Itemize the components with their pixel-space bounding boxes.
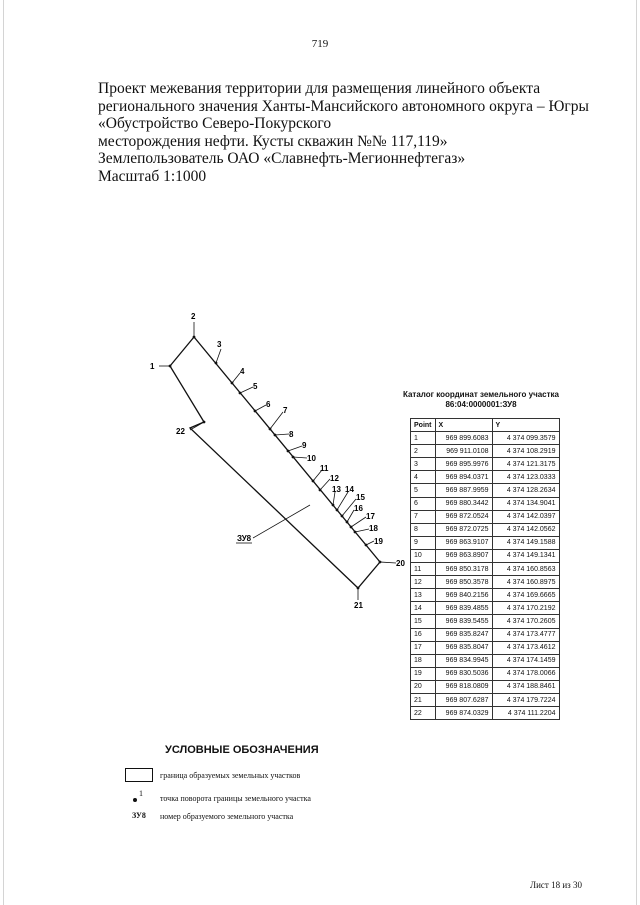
y-cell: 4 374 160.8563 (492, 563, 559, 576)
y-cell: 4 374 170.2192 (492, 602, 559, 615)
point-leaders (159, 322, 396, 600)
y-cell: 4 374 142.0397 (492, 510, 559, 523)
table-row (411, 589, 560, 602)
coordinates-body (411, 432, 560, 720)
y-cell: 4 374 170.2605 (492, 615, 559, 628)
x-cell: 969 880.3442 (435, 497, 492, 510)
y-cell: 4 374 178.0066 (492, 667, 559, 680)
x-cell: 969 863.8907 (435, 549, 492, 562)
table-row (411, 707, 560, 720)
point-cell: 1 (411, 432, 436, 445)
table-row (411, 615, 560, 628)
legend-title: УСЛОВНЫЕ ОБОЗНАЧЕНИЯ (165, 744, 319, 756)
table-header-row (411, 419, 560, 432)
point-cell: 14 (411, 602, 436, 615)
table-row (411, 549, 560, 562)
turn-point-marker (133, 798, 137, 802)
x-cell: 969 850.3178 (435, 563, 492, 576)
legend-turn-point-text: точка поворота границы земельного участка (160, 794, 311, 803)
point-label: 15 (356, 493, 365, 502)
point-cell: 4 (411, 471, 436, 484)
point-cell: 18 (411, 654, 436, 667)
point-label: 6 (266, 400, 271, 409)
point-cell: 13 (411, 589, 436, 602)
point-label: 22 (176, 427, 185, 436)
page-number: 719 (311, 38, 329, 50)
y-cell: 4 374 128.2634 (492, 484, 559, 497)
y-cell: 4 374 121.3175 (492, 458, 559, 471)
point-cell: 16 (411, 628, 436, 641)
point-cell: 19 (411, 667, 436, 680)
x-cell: 969 874.0329 (435, 707, 492, 720)
table-row (411, 576, 560, 589)
x-cell: 969 911.0108 (435, 445, 492, 458)
point-label: 17 (366, 512, 375, 521)
point-cell: 12 (411, 576, 436, 589)
point-label: 1 (150, 362, 155, 371)
table-row (411, 484, 560, 497)
table-row (411, 602, 560, 615)
table-row (411, 523, 560, 536)
column-header-y: Y (492, 419, 559, 432)
point-label: 4 (240, 367, 245, 376)
point-label: 19 (374, 537, 383, 546)
title-line: Проект межевания территории для размещения линейного объекта (98, 80, 541, 97)
point-label: 21 (354, 601, 363, 610)
point-cell: 15 (411, 615, 436, 628)
vertex-dots (169, 336, 382, 590)
x-cell: 969 839.4855 (435, 602, 492, 615)
y-cell: 4 374 149.1588 (492, 536, 559, 549)
table-row (411, 536, 560, 549)
table-row (411, 654, 560, 667)
point-label: 10 (307, 454, 316, 463)
x-cell: 969 835.8247 (435, 628, 492, 641)
legend-parcel-number-text: номер образуемого земельного участка (160, 812, 294, 821)
point-label: 8 (289, 430, 294, 439)
y-cell: 4 374 123.0333 (492, 471, 559, 484)
table-row (411, 628, 560, 641)
y-cell: 4 374 179.7224 (492, 693, 559, 706)
point-cell: 20 (411, 680, 436, 693)
title-line: регионального значения Ханты-Мансийского автономного округа – Югры (98, 97, 589, 115)
point-cell: 11 (411, 563, 436, 576)
y-cell: 4 374 173.4612 (492, 641, 559, 654)
x-cell: 969 830.5036 (435, 667, 492, 680)
point-label: 11 (320, 464, 329, 473)
y-cell: 4 374 111.2204 (492, 707, 559, 720)
table-row (411, 432, 560, 445)
y-cell: 4 374 169.6665 (492, 589, 559, 602)
coordinates-table (410, 418, 560, 720)
point-label: 20 (396, 559, 405, 568)
x-cell: 969 850.3578 (435, 576, 492, 589)
table-row (411, 563, 560, 576)
turn-point-number: 1 (139, 789, 143, 798)
x-cell: 969 863.9107 (435, 536, 492, 549)
point-label: 7 (283, 406, 288, 415)
title-line: месторождения нефти. Кусты скважин №№ 117,119» (98, 132, 448, 150)
title-line: Масштаб 1:1000 (98, 167, 207, 185)
x-cell: 969 834.9945 (435, 654, 492, 667)
x-cell: 969 807.6287 (435, 693, 492, 706)
x-cell: 969 872.0524 (435, 510, 492, 523)
point-cell: 22 (411, 707, 436, 720)
point-cell: 17 (411, 641, 436, 654)
legend-boundary-text: граница образуемых земельных участков (160, 771, 301, 780)
y-cell: 4 374 173.4777 (492, 628, 559, 641)
y-cell: 4 374 099.3579 (492, 432, 559, 445)
x-cell: 969 895.9976 (435, 458, 492, 471)
catalog-title (396, 390, 566, 410)
sheet-number: Лист 18 из 30 (530, 880, 582, 890)
x-cell: 969 839.5455 (435, 615, 492, 628)
table-row (411, 693, 560, 706)
y-cell: 4 374 108.2919 (492, 445, 559, 458)
parcel-boundary (170, 337, 380, 588)
table-row (411, 667, 560, 680)
y-cell: 4 374 174.1459 (492, 654, 559, 667)
x-cell: 969 840.2156 (435, 589, 492, 602)
x-cell: 969 899.6083 (435, 432, 492, 445)
x-cell: 969 894.0371 (435, 471, 492, 484)
table-row (411, 458, 560, 471)
point-label: 5 (253, 382, 258, 391)
parcel-leader (253, 505, 310, 538)
table-row (411, 510, 560, 523)
point-label: 12 (330, 474, 339, 483)
point-label: 14 (345, 485, 354, 494)
table-row (411, 680, 560, 693)
x-cell: 969 887.9959 (435, 484, 492, 497)
point-label: 9 (302, 441, 307, 450)
table-row (411, 641, 560, 654)
point-label: 3 (217, 340, 222, 349)
table-row (411, 497, 560, 510)
point-cell: 7 (411, 510, 436, 523)
point-cell: 9 (411, 536, 436, 549)
y-cell: 4 374 142.0562 (492, 523, 559, 536)
parcel-label: ЗУ8 (237, 534, 252, 543)
point-label: 18 (369, 524, 378, 533)
point-cell: 6 (411, 497, 436, 510)
catalog-heading: Каталог координат земельного участка (403, 390, 559, 399)
y-cell: 4 374 188.8461 (492, 680, 559, 693)
y-cell: 4 374 134.9041 (492, 497, 559, 510)
table-row (411, 445, 560, 458)
point-cell: 2 (411, 445, 436, 458)
legend-parcel-code: ЗУ8 (132, 811, 146, 820)
point-cell: 8 (411, 523, 436, 536)
x-cell: 969 835.8047 (435, 641, 492, 654)
table-row (411, 471, 560, 484)
x-cell: 969 872.0725 (435, 523, 492, 536)
y-cell: 4 374 149.1341 (492, 549, 559, 562)
x-cell: 969 818.0809 (435, 680, 492, 693)
column-header-point: Point (411, 419, 436, 432)
catalog-cadastral-number: 86:04:0000001:ЗУ8 (445, 400, 517, 409)
point-label: 16 (354, 504, 363, 513)
point-cell: 10 (411, 549, 436, 562)
y-cell: 4 374 160.8975 (492, 576, 559, 589)
point-cell: 3 (411, 458, 436, 471)
title-line: «Обустройство Северо-Покурского (98, 115, 332, 132)
point-label: 13 (332, 485, 341, 494)
boundary-swatch (125, 768, 153, 782)
point-cell: 5 (411, 484, 436, 497)
point-label: 2 (191, 312, 196, 321)
point-cell: 21 (411, 693, 436, 706)
title-line: Землепользователь ОАО «Славнефть-Мегионнефтегаз» (98, 150, 466, 167)
column-header-x: X (435, 419, 492, 432)
